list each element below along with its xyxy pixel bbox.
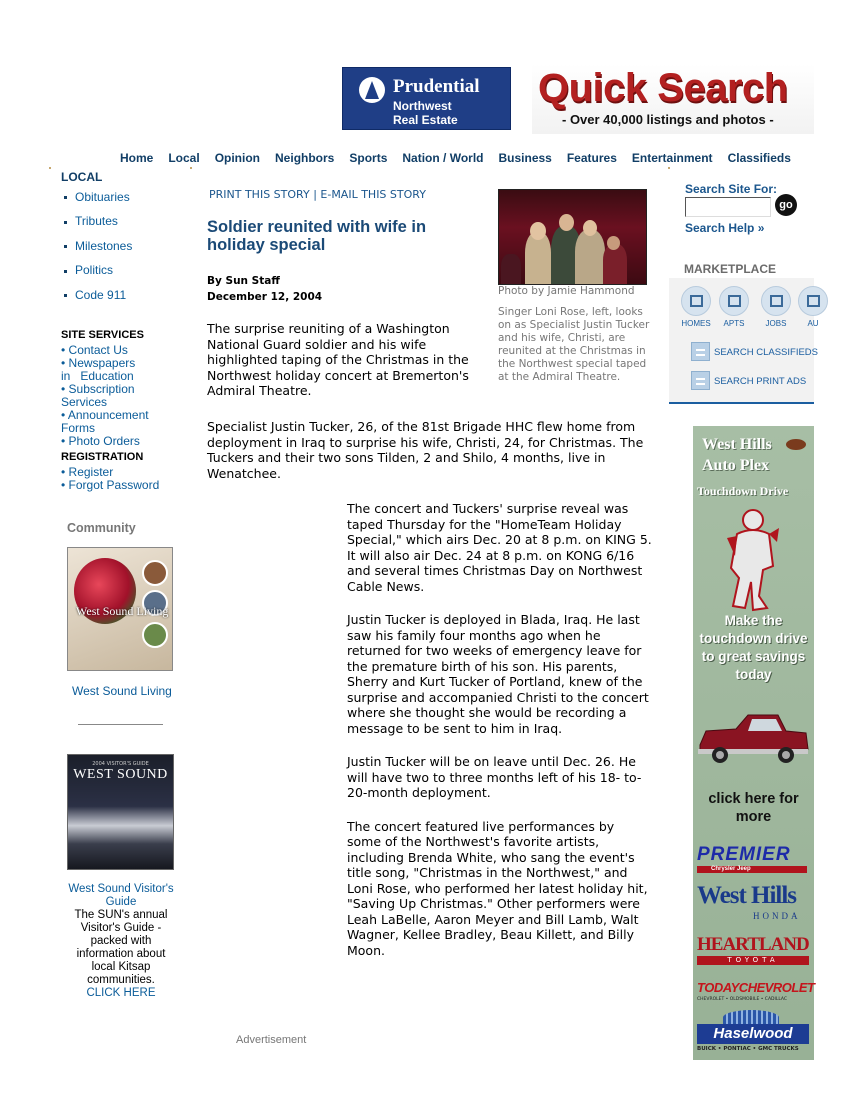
article-photo[interactable]	[498, 189, 647, 285]
nav-nation-world[interactable]: Nation / World	[402, 151, 484, 165]
quick-search-banner[interactable]	[532, 64, 814, 134]
forgot-password-link[interactable]: • Forgot Password	[61, 478, 160, 492]
prudential-subtitle: Northwest Real Estate	[393, 99, 458, 127]
register-link[interactable]: • Register	[61, 465, 114, 479]
today-chevrolet-sub: CHEVROLET • OLDSMOBILE • CADILLAC	[697, 997, 788, 1002]
nav-home[interactable]: Home	[120, 151, 154, 165]
cover-small-text: 2004 VISITOR'S GUIDE	[92, 761, 149, 767]
ad-message: Make the touchdown drive to great savings today	[699, 613, 808, 682]
person-head	[607, 236, 620, 250]
west-sound-living-cover[interactable]	[67, 547, 173, 671]
divider-dot	[668, 167, 670, 169]
registration-heading: REGISTRATION	[61, 451, 144, 463]
autos-label: AU	[807, 319, 819, 328]
building-icon	[719, 286, 749, 316]
click-here-for-more[interactable]: click here for more	[708, 791, 799, 825]
apts-label: APTS	[723, 319, 745, 328]
ad-tagline: Touchdown Drive	[697, 484, 789, 498]
divider-dot	[49, 167, 51, 169]
nav-features[interactable]: Features	[566, 151, 617, 165]
haselwood-sub: BUICK • PONTIAC • GMC TRUCKS	[697, 1046, 799, 1052]
article-date: December 12, 2004	[207, 291, 323, 303]
cover-title: West Sound Living	[76, 604, 169, 618]
premier-logo[interactable]: PREMIER	[697, 844, 791, 865]
byline: By Sun Staff	[207, 275, 280, 287]
prudential-banner[interactable]	[342, 67, 511, 130]
nav-classifieds[interactable]: Classifieds	[727, 151, 791, 165]
thumbnail-circle	[142, 622, 168, 648]
homes-label: HOMES	[681, 319, 711, 328]
bullet-icon	[64, 221, 67, 224]
nav-sports[interactable]: Sports	[349, 151, 388, 165]
cover-title: WEST SOUND	[73, 767, 168, 782]
nav-opinion[interactable]: Opinion	[214, 151, 261, 165]
heartland-toyota-logo[interactable]: HEARTLAND	[697, 934, 809, 955]
bullet-icon	[64, 245, 67, 248]
photo-orders-link[interactable]: • Photo Orders	[61, 434, 140, 448]
local-heading: LOCAL	[61, 170, 103, 184]
search-print-ads-label: SEARCH PRINT ADS	[714, 376, 807, 387]
announcement-forms-link[interactable]: • Announcement Forms	[61, 408, 149, 435]
story-tools[interactable]: PRINT THIS STORY | E-MAIL THIS STORY	[209, 188, 426, 201]
haselwood-dome-icon	[723, 1010, 779, 1025]
article-headline: Soldier reunited with wife in holiday special	[207, 218, 427, 254]
car-icon	[798, 286, 828, 316]
photo-credit: Photo by Jamie Hammond	[498, 285, 635, 297]
main-nav	[120, 151, 806, 165]
quick-search-title: Quick Search	[538, 66, 788, 110]
click-here-link[interactable]: CLICK HERE	[86, 987, 156, 999]
community-heading: Community	[67, 521, 136, 535]
homes-button[interactable]	[680, 286, 712, 328]
today-chevrolet-logo[interactable]: TODAYCHEVROLET	[697, 980, 815, 995]
jobs-label: JOBS	[765, 319, 787, 328]
bullet-icon	[64, 294, 67, 297]
newspapers-in-education-link[interactable]: • Newspapers in Education	[61, 356, 136, 383]
haselwood-logo[interactable]: Haselwood	[697, 1024, 809, 1044]
site-services-list	[61, 344, 171, 448]
rock-logo-icon	[359, 77, 385, 103]
advertisement-label: Advertisement	[236, 1034, 307, 1046]
article-paragraph: The concert featured live performances by some of the Northwest's favorite artists, including Brenda White, who sang the event's title song, "Christmas in the Northwest," and Loni Rose, who performed her latest holiday hit, "Saving Up Christmas." Other performers were Leah LaBelle, Aaron Meyer and Bill Lamb, Walt Wagner, Kellee Bradley, Beau Killett, and Billy Moon.	[347, 818, 648, 958]
visitors-guide-block	[68, 883, 174, 1000]
search-input[interactable]	[685, 197, 771, 217]
local-item-code-911[interactable]: Code 911	[64, 288, 132, 312]
nav-entertainment[interactable]: Entertainment	[631, 151, 713, 165]
briefcase-icon	[761, 286, 791, 316]
nav-business[interactable]: Business	[498, 151, 552, 165]
search-classifieds-label: SEARCH CLASSIFIEDS	[714, 347, 818, 358]
search-site-label: Search Site For:	[685, 182, 778, 196]
premier-stripe	[697, 866, 807, 873]
article-paragraph: Justin Tucker will be on leave until Dec. 26. He will have two to three months left of his 18- to-20-month deployment.	[347, 754, 642, 800]
football-player-icon	[723, 508, 781, 612]
west-sound-living-link[interactable]: West Sound Living	[72, 684, 172, 698]
local-list	[64, 190, 132, 312]
person-head	[583, 220, 597, 236]
nav-neighbors[interactable]: Neighbors	[275, 151, 335, 165]
divider-dot	[190, 167, 192, 169]
marketplace-panel	[669, 278, 819, 404]
divider	[78, 724, 163, 725]
photo-caption: Singer Loni Rose, left, looks on as Specialist Justin Tucker and his wife, Christi, are reunited at the Christmas in the Northwest special taped at the Admiral Theatre.	[498, 306, 650, 383]
contact-us-link[interactable]: • Contact Us	[61, 343, 128, 357]
west-hills-auto-plex-ad[interactable]	[693, 426, 814, 1060]
search-print-ads-button[interactable]	[691, 371, 831, 391]
article-lede: The surprise reuniting of a Washington National Guard soldier and his wife highlighted taping of the Christmas in the Northwest holiday concert at Bremerton's Admiral Theatre.	[207, 321, 469, 398]
go-button[interactable]: go	[775, 194, 797, 216]
person-figure	[575, 230, 605, 284]
person-figure	[603, 244, 627, 284]
autos-button[interactable]	[797, 286, 829, 328]
marketplace-heading: MARKETPLACE	[684, 262, 776, 276]
local-item-tributes[interactable]: Tributes	[64, 214, 132, 238]
visitors-guide-cover[interactable]	[67, 754, 174, 870]
bullet-icon	[64, 196, 67, 199]
article-paragraph: Justin Tucker is deployed in Blada, Iraq. He last saw his family four months ago when he returned for two weeks of emergency leave for the premature birth of his son. His parents, Sherry and Kurt Tucker of Portland, knew of the surprise and accompanied Christi to the concert where she thought she would be recording a message to be sent to him in Iraq.	[347, 612, 649, 736]
local-item-obituaries[interactable]: Obituaries	[64, 190, 132, 214]
west-hills-honda-sub: HONDA	[753, 911, 801, 921]
prudential-brand: Prudential	[393, 76, 480, 97]
visitors-guide-description: The SUN's annual Visitor's Guide - packed with information about local Kitsap communities.	[74, 909, 168, 986]
person-head	[559, 214, 574, 231]
person-figure	[501, 254, 521, 284]
article-paragraph: Specialist Justin Tucker, 26, of the 81st Brigade HHC flew home from deployment in Iraq to surprise his wife, Christi, 24, for Christmas. The Tuckers and their two sons Tilden, 2 and Shilo, 4 months, live in Wenatchee.	[207, 419, 644, 481]
thumbnail-circle	[142, 560, 168, 586]
bullet-icon	[64, 270, 67, 273]
football-icon	[786, 439, 806, 450]
local-item-milestones[interactable]: Milestones	[64, 239, 132, 263]
truck-image	[696, 709, 810, 769]
registration-list	[61, 466, 171, 492]
article-paragraph: The concert and Tuckers' surprise reveal was taped Thursday for the "HomeTeam Holiday Special," which airs Dec. 20 at 8 p.m. on KING 5. It will also air Dec. 24 at 8 p.m. on KONG 6/16 and several times Christmas Day on Northwest Cable News.	[347, 501, 652, 594]
west-hills-honda-logo[interactable]: West Hills	[697, 882, 797, 909]
subscription-services-link[interactable]: • Subscription Services	[61, 382, 135, 409]
nav-local[interactable]: Local	[168, 151, 200, 165]
list-icon	[691, 342, 710, 361]
article-body	[347, 501, 652, 976]
search-classifieds-button[interactable]	[691, 342, 831, 362]
search-help-link[interactable]: Search Help »	[685, 221, 765, 235]
list-icon	[691, 371, 710, 390]
site-services-heading: SITE SERVICES	[61, 329, 144, 341]
visitors-guide-link[interactable]: West Sound Visitor's Guide	[68, 883, 174, 908]
person-head	[530, 222, 546, 240]
heartland-toyota-sub: TOYOTA	[697, 956, 809, 965]
jobs-button[interactable]	[760, 286, 792, 328]
ad-title: West Hills Auto Plex	[702, 436, 772, 474]
apts-button[interactable]	[718, 286, 750, 328]
local-item-politics[interactable]: Politics	[64, 263, 132, 287]
quick-search-subtitle: - Over 40,000 listings and photos -	[562, 112, 774, 127]
premier-sub: Chrysler Jeep	[711, 866, 751, 872]
byline-block	[207, 273, 322, 305]
house-icon	[681, 286, 711, 316]
